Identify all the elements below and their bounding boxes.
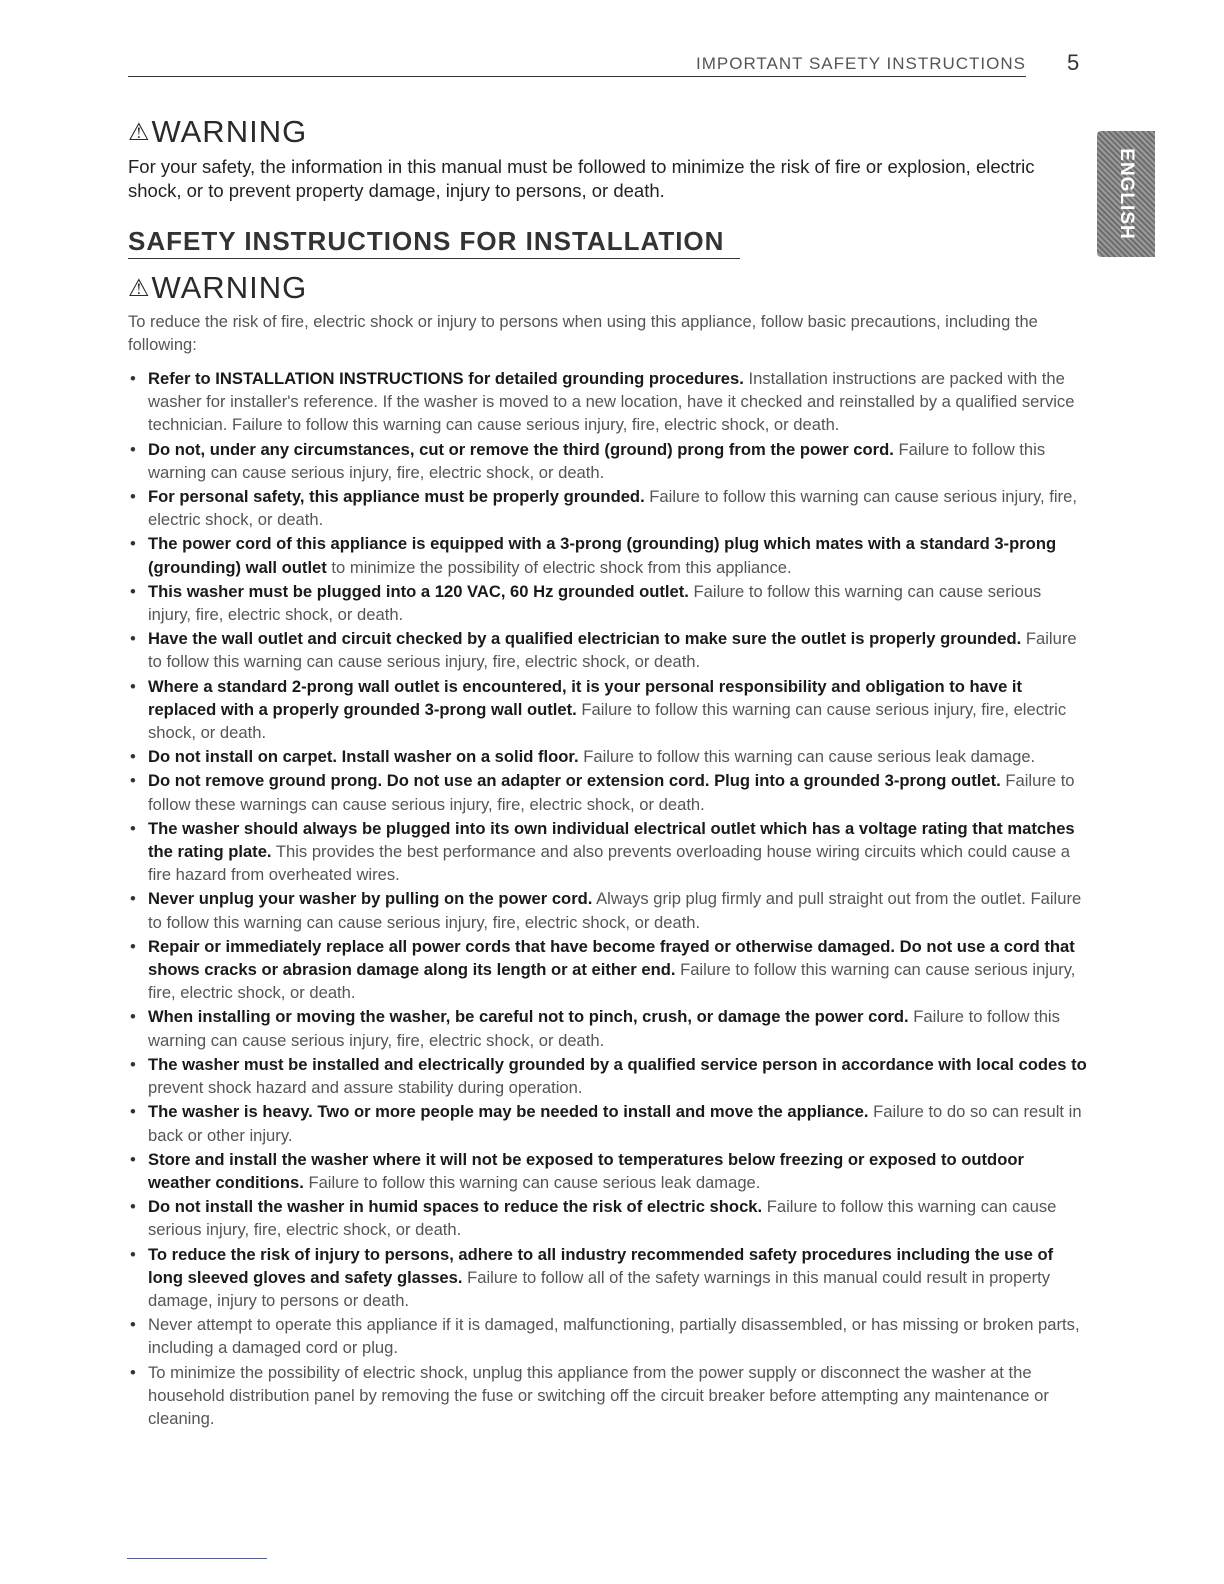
list-item-text: Failure to follow this warning can cause serious injury, fire, electric shock, or death. bbox=[148, 1007, 1060, 1050]
list-item-text: Failure to follow this warning can cause serious leak damage. bbox=[578, 747, 1036, 767]
list-item-emphasis: Do not install on carpet. Install washer on a solid floor. bbox=[148, 747, 579, 767]
safety-instruction-list bbox=[128, 367, 1088, 1431]
list-item bbox=[128, 745, 1088, 768]
list-item-emphasis: This washer must be plugged into a 120 VAC, 60 Hz grounded outlet. bbox=[148, 581, 689, 601]
list-item-text: To minimize the possibility of electric shock, unplug this appliance from the power supply or disconnect the washer at the household distribution panel by removing the fuse or switching off the circuit breaker before attempting any maintenance or cleaning. bbox=[148, 1362, 1049, 1428]
list-item-emphasis: The power cord of this appliance is equipped with a 3-prong (grounding) plug which mates with a standard 3-prong (grounding) wall outlet bbox=[148, 534, 1057, 577]
list-item-text: Failure to follow this warning can cause serious injury, fire, electric shock, or death. bbox=[148, 629, 1077, 672]
list-item bbox=[128, 367, 1088, 437]
list-item bbox=[128, 1313, 1088, 1359]
list-item-emphasis: For personal safety, this appliance must be properly grounded. bbox=[148, 487, 645, 507]
list-item-emphasis: Store and install the washer where it will not be exposed to temperatures below freezing or exposed to outdoor weather conditions. bbox=[148, 1149, 1024, 1192]
list-item-text: Failure to follow this warning can cause serious injury, fire, electric shock, or death. bbox=[148, 1197, 1057, 1240]
list-item bbox=[128, 1361, 1088, 1431]
list-item-emphasis: When installing or moving the washer, be careful not to pinch, crush, or damage the power cord. bbox=[148, 1007, 909, 1027]
list-item-text: Failure to follow all of the safety warnings in this manual could result in property damage, injury to persons or death. bbox=[148, 1267, 1051, 1310]
precautions-intro: To reduce the risk of fire, electric shock or injury to persons when using this appliance, follow basic precautions, including the following: bbox=[128, 313, 1038, 354]
page-number: 5 bbox=[1067, 50, 1080, 75]
list-item-text: Failure to follow this warning can cause serious injury, fire, electric shock, or death. bbox=[148, 699, 1067, 743]
list-item-emphasis: Do not, under any circumstances, cut or remove the third (ground) prong from the power cord. bbox=[148, 439, 894, 459]
warning-triangle-icon: ⚠ bbox=[128, 274, 151, 302]
header-title: IMPORTANT SAFETY INSTRUCTIONS bbox=[696, 54, 1026, 73]
warning-label: WARNING bbox=[151, 114, 308, 149]
list-item bbox=[128, 1053, 1088, 1099]
list-item bbox=[128, 1005, 1088, 1051]
footer-rule bbox=[127, 1558, 267, 1559]
list-item-text: Never attempt to operate this appliance if it is damaged, malfunctioning, partially disassembled, or has missing or broken parts, including a damaged cord or plug. bbox=[148, 1315, 1080, 1358]
list-item bbox=[128, 1100, 1088, 1146]
list-item bbox=[128, 817, 1088, 887]
list-item-text: Failure to follow this warning can cause serious leak damage. bbox=[303, 1172, 761, 1192]
list-item-emphasis: Refer to INSTALLATION INSTRUCTIONS for detailed grounding procedures. bbox=[148, 369, 744, 388]
list-item bbox=[128, 627, 1088, 673]
list-item-text: Always grip plug firmly and pull straight out from the outlet. Failure to follow this warning can cause serious injury, fire, electric shock, or death. bbox=[148, 889, 1082, 932]
warning-triangle-icon: ⚠ bbox=[128, 118, 151, 146]
list-item-text: Failure to do so can result in back or other injury. bbox=[148, 1102, 1082, 1145]
list-item bbox=[128, 580, 1088, 626]
list-item bbox=[128, 1195, 1088, 1241]
warning-heading-2 bbox=[128, 270, 307, 306]
list-item-text: Installation instructions are packed with the washer for installer's reference. If the washer is moved to a new location, have it checked and reinstalled by a qualified service technician. Failure to follow this warning can cause serious injury, fire, electric shock, or death. bbox=[148, 369, 1075, 435]
list-item bbox=[128, 485, 1088, 531]
list-item-text: to minimize the possibility of electric shock from this appliance. bbox=[326, 557, 792, 577]
list-item bbox=[128, 769, 1088, 815]
list-item-text: Failure to follow this warning can cause serious injury, fire, electric shock, or death. bbox=[148, 581, 1042, 625]
warning-intro-text: For your safety, the information in this manual must be followed to minimize the risk of fire or explosion, electric shock, or to prevent property damage, injury to persons, or death. bbox=[128, 156, 1035, 201]
warning-label: WARNING bbox=[151, 270, 308, 305]
list-item bbox=[128, 1243, 1088, 1313]
list-item-text: Failure to follow this warning can cause serious injury, fire, electric shock, or death. bbox=[148, 960, 1076, 1003]
list-item-emphasis: To reduce the risk of injury to persons, adhere to all industry recommended safety procedures including the use of long sleeved gloves and safety glasses. bbox=[148, 1244, 1054, 1287]
list-item-text: Failure to follow this warning can cause serious injury, fire, electric shock, or death. bbox=[148, 487, 1077, 530]
warning-heading-1 bbox=[128, 114, 307, 150]
list-item-emphasis: Never unplug your washer by pulling on the power cord. bbox=[148, 889, 593, 909]
list-item-emphasis: The washer should always be plugged into its own individual electrical outlet which has a voltage rating that matches the rating plate. bbox=[148, 818, 1075, 862]
list-item-emphasis: Do not remove ground prong. Do not use an adapter or extension cord. Plug into a grounded 3-prong outlet. bbox=[148, 771, 1001, 791]
list-item-emphasis: Where a standard 2-prong wall outlet is encountered, it is your personal responsibility and obligation to have it replaced with a properly grounded 3-prong wall outlet. bbox=[148, 676, 1023, 719]
list-item bbox=[128, 438, 1088, 484]
list-item-emphasis: The washer is heavy. Two or more people may be needed to install and move the appliance. bbox=[148, 1102, 869, 1122]
section-title: SAFETY INSTRUCTIONS FOR INSTALLATION bbox=[128, 226, 740, 259]
list-item-text: This provides the best performance and also prevents overloading house wiring circuits which could cause a fire hazard from overheated wires. bbox=[148, 842, 1071, 885]
list-item bbox=[128, 532, 1088, 578]
list-item bbox=[128, 935, 1088, 1005]
list-item-emphasis: Have the wall outlet and circuit checked by a qualified electrician to make sure the outlet is properly grounded. bbox=[148, 629, 1022, 649]
list-item bbox=[128, 675, 1088, 745]
list-item-emphasis: Repair or immediately replace all power cords that have become frayed or otherwise damaged. Do not use a cord that shows cracks or abrasion damage along its length or at either end. bbox=[148, 936, 1075, 980]
list-item-emphasis: Do not install the washer in humid spaces to reduce the risk of electric shock. bbox=[148, 1197, 763, 1217]
list-item-text: Failure to follow this warning can cause serious injury, fire, electric shock, or death. bbox=[148, 439, 1046, 482]
language-tab-label: ENGLISH bbox=[1116, 148, 1137, 240]
page-header bbox=[128, 48, 1026, 77]
list-item bbox=[128, 1148, 1088, 1194]
language-tab bbox=[1097, 131, 1155, 257]
list-item bbox=[128, 887, 1088, 933]
list-item-text: Failure to follow these warnings can cause serious injury, fire, electric shock, or death. bbox=[148, 771, 1075, 814]
list-item-emphasis: The washer must be installed and electrically grounded by a qualified service person in accordance with local codes to bbox=[148, 1054, 1087, 1074]
list-item-text: prevent shock hazard and assure stability during operation. bbox=[148, 1078, 583, 1098]
